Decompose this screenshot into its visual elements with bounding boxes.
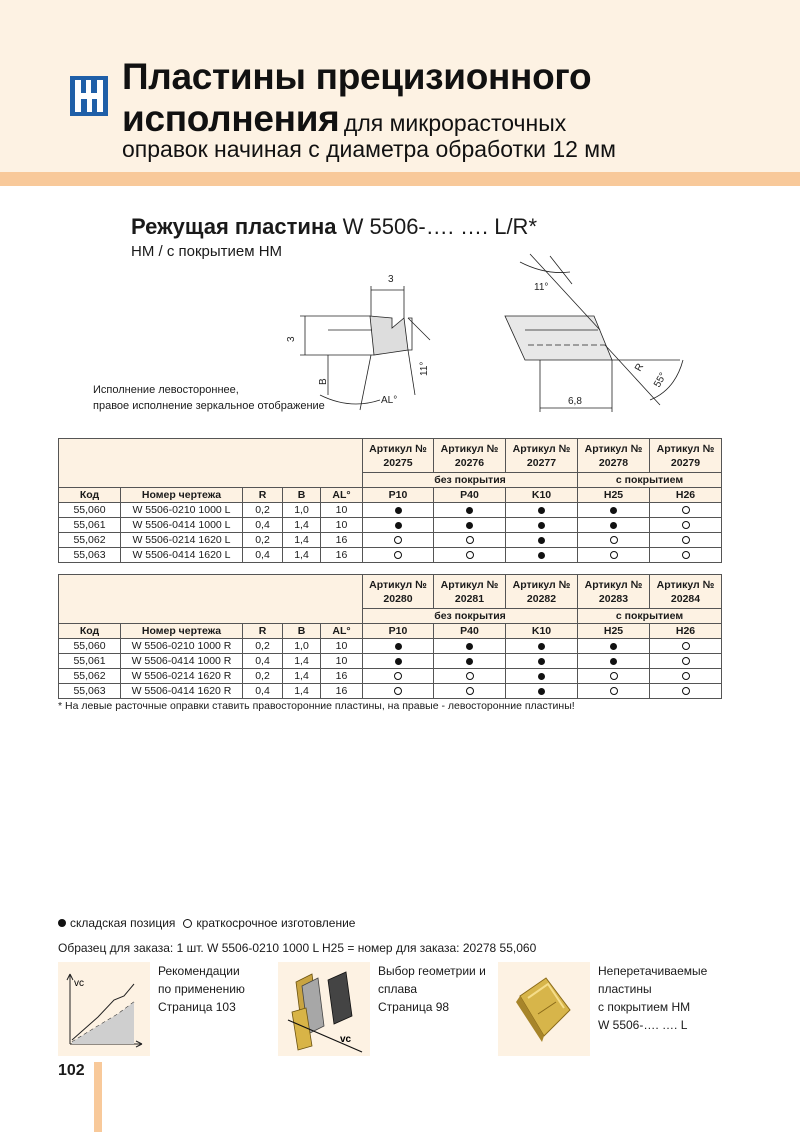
availability-cell [434, 669, 506, 684]
article-header: Артикул № 20275 [363, 439, 434, 473]
short-term-circle-icon [610, 672, 618, 680]
width-cell: 1,4 [283, 669, 321, 684]
group-coated: с покрытием [578, 609, 722, 624]
short-term-circle-icon [682, 642, 690, 650]
panel-line: W 5506-…. …. L [598, 1018, 688, 1032]
vc-label: vc [74, 978, 84, 989]
panel-line: сплава [378, 982, 418, 996]
code-cell: 55,062 [59, 533, 121, 548]
stock-dot-icon [610, 507, 617, 514]
article-header: Артикул № 20276 [434, 439, 506, 473]
table-body [59, 639, 722, 699]
col-header: Код [59, 488, 121, 503]
stock-dot-icon [466, 507, 473, 514]
article-header: Артикул № 20283 [578, 575, 650, 609]
short-term-circle-icon [466, 672, 474, 680]
angle-cell: 16 [321, 684, 363, 699]
radius-cell: 0,4 [243, 684, 283, 699]
speed-chart-thumbnail[interactable] [58, 962, 150, 1056]
col-header: P10 [363, 624, 434, 639]
vc-label: vc [340, 1034, 352, 1045]
short-term-circle-icon [466, 687, 474, 695]
panel-line: Страница 98 [378, 1000, 450, 1014]
availability-cell [578, 533, 650, 548]
stock-dot-icon [395, 643, 402, 650]
short-term-circle-icon [682, 672, 690, 680]
availability-cell [506, 518, 578, 533]
availability-cell [363, 669, 434, 684]
stock-dot-icon [395, 522, 402, 529]
short-term-circle-icon [394, 551, 402, 559]
dim-3-side: 3 [286, 336, 297, 342]
code-cell: 55,063 [59, 684, 121, 699]
width-cell: 1,4 [283, 654, 321, 669]
stock-dot-icon [610, 643, 617, 650]
insert-drawing [0, 0, 800, 430]
footnote: * На левые расточные оправки ставить правосторонние пластины, на правые - левосторонние пластины! [58, 700, 575, 712]
panel-line: Выбор геометрии и [378, 964, 486, 978]
availability-cell [434, 654, 506, 669]
availability-cell [363, 548, 434, 563]
group-uncoated: без покрытия [363, 609, 578, 624]
stock-dot-icon [538, 688, 545, 695]
width-cell: 1,0 [283, 639, 321, 654]
table-row [59, 639, 722, 654]
availability-cell [434, 503, 506, 518]
legend-stock-label: складская позиция [70, 916, 176, 930]
stock-dot-icon [466, 643, 473, 650]
table-row [59, 669, 722, 684]
angle-cell: 10 [321, 518, 363, 533]
stock-dot-icon [58, 919, 66, 927]
drawing-number-cell: W 5506-0414 1000 R [121, 654, 243, 669]
stock-dot-icon [610, 658, 617, 665]
availability-cell [650, 548, 722, 563]
col-header: AL° [321, 488, 363, 503]
col-header: H25 [578, 488, 650, 503]
orientation-note-line1: Исполнение левостороннее, [93, 384, 239, 396]
drawing-number-cell: W 5506-0414 1620 L [121, 548, 243, 563]
dim-R: R [633, 361, 647, 374]
angle-cell: 10 [321, 639, 363, 654]
article-header: Артикул № 20282 [506, 575, 578, 609]
radius-cell: 0,2 [243, 533, 283, 548]
page-title-small: для микрорасточных [343, 110, 567, 136]
availability-cell [650, 639, 722, 654]
insert-title-code: W 5506-…. …. L/R* [342, 214, 537, 239]
stock-dot-icon [538, 537, 545, 544]
short-term-circle-icon [682, 657, 690, 665]
table-row [59, 503, 722, 518]
insert-material: HM / с покрытием HM [131, 243, 283, 260]
order-example: Образец для заказа: 1 шт. W 5506-0210 1000 L H25 = номер для заказа: 20278 55,060 [58, 941, 537, 955]
availability-cell [363, 684, 434, 699]
radius-cell: 0,4 [243, 654, 283, 669]
stock-dot-icon [395, 507, 402, 514]
col-header: R [243, 488, 283, 503]
availability-cell [363, 503, 434, 518]
availability-cell [506, 548, 578, 563]
width-cell: 1,4 [283, 533, 321, 548]
table-row [59, 533, 722, 548]
article-header: Артикул № 20280 [363, 575, 434, 609]
col-header: AL° [321, 624, 363, 639]
availability-cell [578, 503, 650, 518]
dim-11-right: 11° [534, 282, 549, 293]
dim-55: 55° [652, 370, 670, 390]
page-number: 102 [58, 1062, 85, 1079]
legend-short-label: краткосрочное изготовление [196, 916, 356, 930]
spec-table-right [58, 574, 722, 699]
availability-cell [434, 684, 506, 699]
stock-dot-icon [538, 658, 545, 665]
dim-AL: AL° [381, 395, 398, 406]
availability-cell [650, 684, 722, 699]
availability-cell [506, 533, 578, 548]
stock-dot-icon [395, 658, 402, 665]
col-header: H26 [650, 624, 722, 639]
availability-cell [434, 548, 506, 563]
availability-cell [363, 639, 434, 654]
short-term-circle-icon [682, 506, 690, 514]
stock-dot-icon [466, 522, 473, 529]
group-coated: с покрытием [578, 473, 722, 488]
table-body [59, 503, 722, 563]
availability-cell [506, 639, 578, 654]
availability-cell [650, 533, 722, 548]
code-cell: 55,061 [59, 518, 121, 533]
code-cell: 55,063 [59, 548, 121, 563]
radius-cell: 0,2 [243, 503, 283, 518]
availability-cell [650, 669, 722, 684]
stock-dot-icon [610, 522, 617, 529]
availability-cell [506, 654, 578, 669]
page-title-line1: Пластины прецизионного [122, 56, 592, 97]
col-header: P10 [363, 488, 434, 503]
drawing-number-cell: W 5506-0414 1000 L [121, 518, 243, 533]
radius-cell: 0,4 [243, 548, 283, 563]
panel-line: Страница 103 [158, 1000, 236, 1014]
panel-line: пластины [598, 982, 652, 996]
dim-B: B [318, 378, 329, 385]
panel-line: Рекомендации [158, 964, 240, 978]
code-cell: 55,060 [59, 503, 121, 518]
stock-dot-icon [538, 522, 545, 529]
panel-geometry[interactable] [378, 962, 486, 1016]
availability-cell [650, 503, 722, 518]
width-cell: 1,4 [283, 548, 321, 563]
availability-cell [363, 654, 434, 669]
article-header: Артикул № 20278 [578, 439, 650, 473]
short-term-circle-icon [466, 536, 474, 544]
page-title-big: исполнения [122, 98, 340, 139]
availability-cell [578, 654, 650, 669]
availability-cell [434, 639, 506, 654]
panel-line: с покрытием HM [598, 1000, 691, 1014]
col-header: K10 [506, 624, 578, 639]
stock-dot-icon [538, 643, 545, 650]
drawing-number-cell: W 5506-0210 1000 R [121, 639, 243, 654]
availability-cell [578, 518, 650, 533]
angle-cell: 16 [321, 669, 363, 684]
code-cell: 55,061 [59, 654, 121, 669]
availability-cell [578, 684, 650, 699]
page-title-line3: оправок начиная с диаметра обработки 12 мм [122, 136, 616, 162]
availability-cell [506, 669, 578, 684]
orientation-note-line2: правое исполнение зеркальное отображение [93, 400, 325, 412]
short-term-circle-icon [466, 551, 474, 559]
page-accent-bar [94, 1062, 102, 1132]
width-cell: 1,0 [283, 503, 321, 518]
availability-cell [363, 533, 434, 548]
col-header: H26 [650, 488, 722, 503]
group-uncoated: без покрытия [363, 473, 578, 488]
col-header: Код [59, 624, 121, 639]
geometry-selection-thumbnail[interactable] [278, 962, 370, 1056]
table-row [59, 654, 722, 669]
availability-cell [650, 518, 722, 533]
availability-cell [506, 503, 578, 518]
col-header: B [283, 624, 321, 639]
col-header: R [243, 624, 283, 639]
availability-cell [578, 639, 650, 654]
short-term-circle-icon [394, 687, 402, 695]
radius-cell: 0,2 [243, 639, 283, 654]
short-term-circle-icon [682, 521, 690, 529]
short-term-circle-icon [682, 551, 690, 559]
stock-dot-icon [538, 673, 545, 680]
availability-cell [434, 533, 506, 548]
angle-cell: 16 [321, 548, 363, 563]
availability-cell [578, 669, 650, 684]
table-row [59, 518, 722, 533]
code-cell: 55,062 [59, 669, 121, 684]
table-row [59, 548, 722, 563]
panel-non-regrindable[interactable] [598, 962, 707, 1034]
drawing-number-cell: W 5506-0210 1000 L [121, 503, 243, 518]
stock-dot-icon [538, 552, 545, 559]
angle-cell: 16 [321, 533, 363, 548]
availability-cell [363, 518, 434, 533]
panel-line: по применению [158, 982, 245, 996]
panel-line: Неперетачиваемые [598, 964, 708, 978]
angle-cell: 10 [321, 654, 363, 669]
col-header: P40 [434, 624, 506, 639]
short-term-circle-icon [610, 536, 618, 544]
drawing-number-cell: W 5506-0214 1620 L [121, 533, 243, 548]
col-header: Номер чертежа [121, 624, 243, 639]
availability-cell [434, 518, 506, 533]
insert-title-bold: Режущая пластина [131, 214, 337, 239]
width-cell: 1,4 [283, 684, 321, 699]
spec-table-left [58, 438, 722, 563]
availability-legend [58, 916, 355, 930]
angle-cell: 10 [321, 503, 363, 518]
radius-cell: 0,4 [243, 518, 283, 533]
dim-11-left: 11° [419, 361, 430, 376]
short-term-circle-icon [394, 672, 402, 680]
code-cell: 55,060 [59, 639, 121, 654]
col-header: H25 [578, 624, 650, 639]
article-header: Артикул № 20277 [506, 439, 578, 473]
short-term-circle-icon [682, 536, 690, 544]
col-header: Номер чертежа [121, 488, 243, 503]
table-row [59, 684, 722, 699]
table-header-blank [59, 439, 363, 488]
short-term-circle-icon [610, 687, 618, 695]
availability-cell [650, 654, 722, 669]
col-header: P40 [434, 488, 506, 503]
dim-3-top: 3 [388, 274, 394, 285]
table-header-blank [59, 575, 363, 624]
short-term-circle-icon [183, 919, 192, 928]
col-header: K10 [506, 488, 578, 503]
short-term-circle-icon [610, 551, 618, 559]
radius-cell: 0,2 [243, 669, 283, 684]
availability-cell [578, 548, 650, 563]
stock-dot-icon [538, 507, 545, 514]
width-cell: 1,4 [283, 518, 321, 533]
article-header: Артикул № 20284 [650, 575, 722, 609]
dim-6-8: 6,8 [568, 396, 582, 407]
insert-photo-thumbnail[interactable] [498, 962, 590, 1056]
panel-recommendations[interactable] [158, 962, 245, 1016]
article-header: Артикул № 20281 [434, 575, 506, 609]
drawing-number-cell: W 5506-0414 1620 R [121, 684, 243, 699]
stock-dot-icon [466, 658, 473, 665]
short-term-circle-icon [682, 687, 690, 695]
availability-cell [506, 684, 578, 699]
col-header: B [283, 488, 321, 503]
short-term-circle-icon [394, 536, 402, 544]
article-header: Артикул № 20279 [650, 439, 722, 473]
drawing-number-cell: W 5506-0214 1620 R [121, 669, 243, 684]
